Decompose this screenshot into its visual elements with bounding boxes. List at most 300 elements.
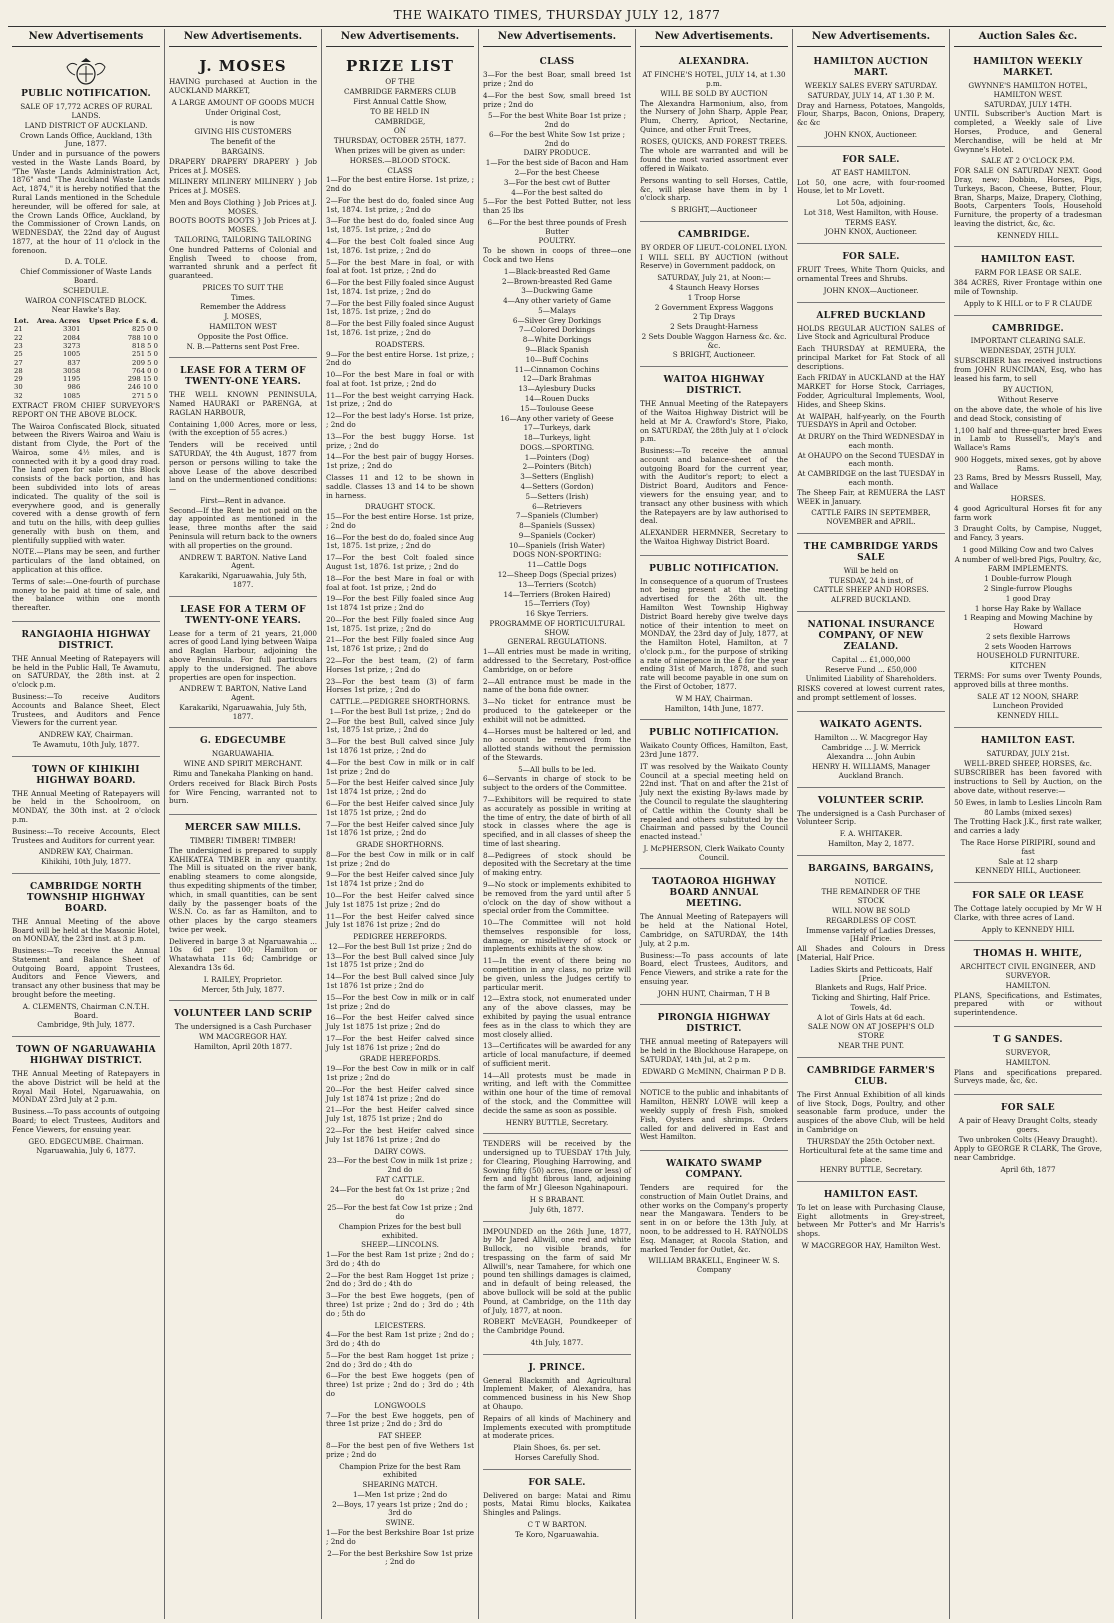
ad-text: POULTRY. (538, 236, 576, 246)
ad-text: 8—Pedigrees of stock should be deposited with the Secretary at the time of making entry. (483, 850, 631, 878)
advertisement-volunteer-land-scrip (169, 1003, 317, 1057)
ad-text: At WAIPAH, half-yearly, on the Fourth TUESDAYS in April and October. (797, 411, 945, 430)
ad-text: 12—Sheep Dogs (Special prizes) (497, 570, 617, 579)
ad-text: 3—For the best do do, foaled since Aug 1st, 1875. 1st prize, ; 2nd do (326, 216, 474, 235)
ad-text: SALE AT 12 NOON, SHARP. (977, 691, 1079, 701)
ad-text: Will be held on (843, 565, 899, 575)
ad-text: IMPOUNDED on the 26th June, 1877, by Mr Jared Allwill, one red and white Bullock, no visible brands, for trespassing on the farm of said Mr Allwill's, near Tamahere, for which one pound ten shillings damages is claimed, and in default of being released, the above bullock will be sold at the public Pound, at Cambridge, on the 11th day of July, 1877, at noon. (483, 1226, 631, 1315)
ad-text: 11—Cinnamon Cochins (514, 364, 600, 374)
ad-text: 1—For the best Ram 1st prize ; 2nd do ; 3rd do ; 4th do (326, 1250, 474, 1268)
ad-text: NEAR THE PUNT. (837, 1041, 905, 1051)
schedule-cell: 209 5 0 (132, 358, 158, 367)
ad-text: THE Annual Meeting of Ratepayers in the above District will be held at the Royal Mail Hotel, Ngaruawahia, on MONDAY 23rd July at 2 p.m. (12, 1069, 160, 1105)
ad-text: 6—For the best three pounds of Fresh Butter (487, 217, 627, 236)
ad-text: SCHEDULE. (62, 285, 110, 295)
ad-text: Business:—To receive Accounts, Elect Trustees and Auditors for current year. (12, 826, 160, 845)
table-row (12, 359, 160, 367)
ad-text: Plans and specifications prepared. Surveys made, &c, &c. (954, 1067, 1102, 1086)
ad-text: 4 good Agricultural Horses fit for any farm work (954, 503, 1102, 522)
advertisement-for-sale-or-lease (954, 885, 1102, 941)
ad-text: Champion Prize for the best Ram exhibited (339, 1461, 461, 1480)
ad-text: Business:—To receive Auditors Accounts and Balance Sheet, Elect Trustees, and Auditors and Fence Viewers for the current year. (12, 691, 160, 728)
ad-text: STOCK (857, 896, 885, 906)
schedule-cell: 825 0 0 (132, 325, 158, 334)
ad-text: 5—For the best Heifer calved since July 1st 1874 1st prize, ; 2nd do (326, 778, 474, 797)
ad-text: 6—For the best White Sow 1st prize ; 2nd do (488, 129, 626, 148)
advertisement-cambridge-north-township-highway-board (12, 876, 160, 1037)
ad-text: THURSDAY the 25th October next. (807, 1136, 935, 1146)
ad-text: Kihikihi, 10th July, 1877. (41, 857, 131, 867)
ad-text: DAIRY COWS. (374, 1146, 426, 1156)
column-header: Auction Sales &c. (954, 29, 1102, 47)
advertisement-mercer-saw-mills (169, 817, 317, 1001)
ad-heading: CAMBRIDGE. (992, 323, 1064, 334)
ad-heading: HAMILTON EAST. (980, 255, 1076, 266)
ad-text: THE Annual Meeting of Ratepayers will be held in the Public Hall, Te Awamutu, on SATURDAY, the 28th inst. at 2 o'clock p.m. (12, 653, 160, 690)
ad-text: 4—Any other variety of Game (503, 296, 611, 306)
ad-text: 15—Toulouse Geese (520, 403, 594, 413)
ad-text: 3—No ticket for entrance must be produced to the gatekeeper or the exhibit will not be admitted. (483, 697, 631, 724)
ad-text: AT EAST HAMILTON. (831, 167, 911, 177)
column-header: New Advertisements. (169, 29, 317, 47)
ad-text: HENRY BUTTLE, Secretary. (819, 1165, 923, 1174)
ad-heading: WAITOA HIGHWAY DISTRICT. (663, 375, 765, 397)
advertisement-waikato-swamp-company (640, 1153, 788, 1281)
ad-heading: TOWN OF NGARUAWAHIA HIGHWAY DISTRICT. (16, 1045, 156, 1067)
column-6 (793, 29, 950, 1619)
ad-text: D. A. TOLE. (64, 257, 108, 267)
ad-text: The Annual Meeting of Ratepayers will be held at the National Hotel, Cambridge, on SATURDAY, the 14th July, at 2 p.m. (640, 912, 788, 948)
ad-text: JOHN HUNT, Chairman, T H B (658, 988, 770, 998)
ad-text: 13—Certificates will be awarded for any article of local manufacture, if deemed of sufficient merit. (483, 1041, 631, 1068)
schedule-header: Lot. (14, 317, 29, 326)
ad-text: 1 horse Hay Rake by Wallace (974, 603, 1082, 613)
ad-heading: TAOTAOROA HIGHWAY BOARD ANNUAL MEETING. (652, 877, 776, 910)
advertisement-national-insurance-company-of-new-zealan (797, 614, 945, 712)
ad-text: 6—For the best Heifer calved since July 1st 1875 1st prize, ; 2nd do (326, 798, 474, 817)
ad-text: 17—Turkeys, dark (523, 423, 591, 433)
ad-text: FARM IMPLEMENTS. (987, 564, 1069, 574)
ad-text: FARM FOR LEASE OR SALE. (974, 268, 1082, 278)
ad-text: THE annual meeting of Ratepayers will be held in the Blockhouse Harapepe, on SATURDAY, 14th Jul, at 2 p m. (640, 1037, 788, 1064)
ad-text: Hamilton, May 2, 1877. (827, 839, 915, 848)
ad-text: 5—All bulls to be led. (518, 764, 596, 774)
ad-text: Blankets and Rugs, Half Price. (815, 983, 927, 993)
ad-text: J. MOSES, (224, 312, 262, 322)
ad-text: KITCHEN (1009, 661, 1047, 671)
ad-text: 10—For the best Heifer calved since July 1st 1875 1st prize ; 2nd do (326, 890, 474, 909)
advertisement-the-cambridge-yards-sale (797, 536, 945, 612)
ad-text: KENNEDY HILL. (996, 230, 1060, 240)
ad-text: First—Rent in advance. (200, 495, 286, 505)
ad-text: MILINERY MILINERY MILINERY } Job Prices at J. MOSES. (169, 177, 317, 196)
ad-text: ANDREW KAY, Chairman. (38, 730, 134, 740)
ad-text: 2 Tip Drays (692, 312, 736, 322)
column-1 (8, 29, 165, 1619)
ad-text: 22—For the best team, (2) of farm Horses 1st prize, ; 2nd do (326, 656, 474, 674)
schedule-cell: 1005 (63, 350, 81, 359)
ad-text: PRICES TO SUIT THE (202, 282, 284, 292)
ad-text: 2—All entrance must be made in the name of the bona fide owner. (483, 676, 631, 695)
ad-text: KENNEDY HILL, Auctioneer. (975, 866, 1081, 876)
ad-heading: WAIKATO AGENTS. (819, 719, 923, 730)
ad-text: 5—For the best White Boar 1st prize ; 2nd do (487, 111, 627, 130)
ad-text: Under Original Cost, (205, 107, 281, 117)
ad-heading: ALEXANDRA. (678, 57, 750, 68)
ad-text: A lot of Girls Hats at 6d each. (816, 1012, 926, 1022)
ad-text: ALEXANDER HERMNER, Secretary to the Waitoa Highway District Board. (640, 528, 788, 546)
ad-text: 9—For the best entire Horse. 1st prize, ; 2nd do (326, 349, 474, 368)
ad-text: The Cottage lately occupied by Mr W H Clarke, with three acres of Land. (954, 904, 1102, 922)
ad-text: DOGS NON-SPORTING: (512, 550, 602, 560)
ad-text: UNTIL Subscriber's Auction Mart is completed, a Weekly sale of Live Horses, Produce, and General Merchandise, will be held at Mr Gwynne's Hotel. (954, 109, 1102, 154)
schedule-cell: 23 (14, 341, 23, 350)
ad-text: Cambridge, 9th July, 1877. (37, 1020, 135, 1030)
ad-text: 20—For the best Heifer calved since July 1st 1874 1st prize ; 2nd do (326, 1084, 474, 1103)
ad-text: Alexandra ... John Aubin (826, 752, 916, 762)
ad-text: 23 Rams, Bred by Messrs Russell, May, and Wallace (954, 473, 1102, 492)
ad-text: 12—Extra stock, not enumerated under any of the above classes, may be exhibited by paying the usual entrance fees as in the class to which they are most closely allied. (483, 994, 631, 1039)
ad-text: THE Annual Meeting of Ratepayers will be held in the Schoolroom, on MONDAY, the 30th inst. at 2 o'clock p.m. (12, 788, 160, 824)
ad-text: Hamilton ... W. Macgregor Hay (814, 732, 928, 742)
ad-heading: FOR SALE OR LEASE (972, 891, 1084, 902)
ad-text: 6—For the best Ewe hoggets (pen of three) 1st prize ; 2nd do ; 3rd do ; 4th do (326, 1371, 474, 1399)
ad-text: PLANS, Specifications, and Estimates, prepared with or without superintendence. (954, 990, 1102, 1018)
ad-text: Apply to K HILL or to F R CLAUDE (963, 298, 1093, 308)
column-5 (636, 29, 793, 1619)
ad-text: In consequence of a quorum of Trustees not being present at the meeting advertised for the 26th ult. the Hamilton West Township Highway District Board hereby give twelve days notice of their intention to meet on MONDAY, the 23rd day of July, 1877, at the Hamilton Hotel, Hamilton, at 7 o'clock p.m., for the purpose of striking a rate of ninepence in the £ for the year ending 31st of March, 1878, and such rate will become payable in one sum on the First of October, 1877. (640, 576, 788, 691)
ad-text: Ticking and Shirting, Half Price. (811, 993, 931, 1003)
ad-text: 2 Single-furrow Ploughs (983, 584, 1073, 593)
ad-text: BY ORDER OF LIEUT.-COLONEL LYON. (640, 242, 788, 252)
ad-text: CATTLE SHEEP AND HORSES. (813, 585, 929, 595)
ad-text: To be shown in coops of three—one Cock and two Hens (483, 246, 631, 264)
ad-text: TERMS EASY. (845, 217, 897, 227)
ad-text: 19—For the best Filly foaled since Aug 1st 1874 1st prize ; 2nd do (326, 594, 474, 613)
column-header: New Advertisements. (483, 29, 631, 47)
ad-text: 6—Servants in charge of stock to be subject to the orders of the Committee. (483, 774, 631, 793)
ad-text: GWYNNE'S HAMILTON HOTEL, HAMILTON WEST. (968, 81, 1088, 99)
ad-text: Towels, 4d. (850, 1002, 892, 1012)
ad-text: 4 Staunch Heavy Horses (668, 282, 760, 292)
ad-text: A. CLEMENTS, Chairman C.N.T.H. Board. (22, 1001, 150, 1020)
column-header: New Advertisements (12, 29, 160, 47)
ad-heading: TOWN OF KIHIKIHI HIGHWAY BOARD. (32, 764, 140, 786)
ad-text: IT was resolved by the Waikato County Council at a special meeting held on 22nd inst. 'That on and after the 21st of July next the existing By-laws made by the Council to regulate the slaughtering of Cattle within the County shall be repealed and others substituted by the Chairman and passed by the Council enacted instead.' (640, 761, 788, 842)
ad-heading: J. MOSES (199, 57, 287, 76)
ad-text: F. A. WHITAKER. (839, 829, 903, 839)
ad-text: 2 Sets Draught-Harness (670, 322, 758, 332)
ad-text: 16 Skye Terriers. (525, 609, 589, 619)
ad-text: 5—Malays (538, 305, 576, 315)
ad-text: 3—For the best cwt of Butter (503, 177, 611, 187)
ad-heading: VOLUNTEER LAND SCRIP (173, 1009, 313, 1020)
ad-text: 13—For the best Bull calved since July 1st 1875 1st prize ; 2nd do (326, 951, 474, 970)
ad-text: 3—Setters (English) (520, 472, 594, 482)
ad-text: JOHN KNOX—Auctioneer. (823, 285, 919, 295)
ad-heading: HAMILTON WEEKLY MARKET. (973, 57, 1083, 79)
ad-text: THE REMAINDER OF THE (821, 886, 921, 896)
schedule-cell: 1085 (63, 391, 81, 400)
ad-text: 1 Troop Horse (687, 292, 741, 302)
columns (8, 29, 1106, 1619)
advertisement-class (483, 51, 631, 1134)
ad-text: 11—Cattle Dogs (527, 560, 587, 570)
schedule-cell: 837 (67, 358, 81, 367)
ad-heading: ALFRED BUCKLAND (816, 310, 926, 321)
ad-text: J. McPHERSON, Clerk Waikato County Council. (643, 843, 785, 862)
ad-text: KENNEDY HILL. (996, 711, 1060, 721)
ad-text: 24—For the best fat Ox 1st prize ; 2nd do (330, 1184, 470, 1203)
ad-text: 14—Rouen Ducks (524, 393, 590, 403)
ad-text: The benefit of the (210, 137, 276, 147)
ad-text: 8—For the best Cow in milk or in calf 1st prize ; 2nd do (326, 849, 474, 868)
schedule-cell: 27 (14, 358, 23, 367)
ad-text: ALFRED BUCKLAND. (831, 595, 911, 605)
advertisement-for-sale (797, 149, 945, 244)
ad-text: FRUIT Trees, White Thorn Quicks, and ornamental Trees and Shrubs. (797, 265, 945, 283)
ad-text: One hundred Patterns of Colonial and English Tweed to choose from, warranted shrunk and a perfect fit guaranteed. (169, 244, 317, 281)
ad-text: The whole are warranted and will be found the most varied assortment ever offered in Waikato. (640, 146, 788, 173)
schedule-table (12, 317, 160, 400)
ad-text: BARGAINS. (221, 146, 265, 156)
advertisement-cambridge-farmer-s-club (797, 1060, 945, 1182)
ad-heading: MERCER SAW MILLS. (184, 823, 302, 834)
ad-text: When prizes will be given as under: (334, 145, 466, 155)
ad-text: At DRURY on the Third WEDNESDAY in each month. (797, 432, 945, 450)
advertisement-hamilton-east (797, 1184, 945, 1257)
ad-text: 3—Duckwing Game (521, 286, 593, 296)
table-row (12, 334, 160, 342)
ad-text: Te Koro, Ngaruawahia. (514, 1529, 600, 1539)
ad-heading: G. EDGECUMBE (200, 736, 286, 747)
ad-text: 50 Ewes, in lamb to Leslies Lincoln Ram (954, 797, 1102, 807)
ad-text: 9—No stock or implements exhibited to be removed from the yard until after 5 o'clock on the day of show without a special order from the Committee. (483, 880, 631, 916)
ad-text: RISKS covered at lowest current rates, and prompt settlement of losses. (797, 684, 945, 703)
column-header: New Advertisements. (797, 29, 945, 47)
ad-text: Immense variety of Ladies Dresses, [Half Price. (806, 925, 936, 944)
ad-text: Waikato County Offices, Hamilton, East, 23rd June 1877. (640, 741, 788, 760)
advertisement-taotaoroa-highway-board-annual-meeting (640, 871, 788, 1005)
column-7 (950, 29, 1106, 1619)
ad-text: Horses Carefully Shod. (514, 1452, 600, 1462)
ad-text: July 6th, 1877. (530, 1204, 584, 1214)
schedule-cell: 3058 (63, 366, 81, 375)
ad-text: Luncheon Provided (992, 701, 1064, 711)
ad-text: Te Awamutu, 10th July, 1877. (32, 739, 140, 749)
ad-text: 5—Setters (Irish) (525, 491, 589, 501)
ad-text: 10—Buff Cochins (525, 354, 589, 364)
ad-heading: PIRONGIA HIGHWAY DISTRICT. (657, 1013, 771, 1035)
ad-text: The First Annual Exhibition of all kinds of live Stock, Dogs, Poultry, and other seasonable farm produce, under the auspices of the above Club, will be held in Cambridge on (797, 1089, 945, 1134)
ad-text: Reserve Fund ... £50,000 (825, 664, 917, 674)
ad-text: CATTLE.—PEDIGREE SHORTHORNS. (329, 697, 471, 707)
ad-text: 11—For the best Heifer calved since July 1st 1876 1st prize ; 2nd do (326, 911, 474, 930)
ad-text: Terms of sale:—One-fourth of purchase money to be paid at time of sale, and the balance within one month thereafter. (12, 576, 160, 613)
ad-text: 15—For the best entire Horse. 1st prize, ; 2nd do (326, 512, 474, 530)
ad-text: 1—For the best entire Horse. 1st prize, ; 2nd do (326, 175, 474, 194)
ad-text: THE WELL KNOWN PENINSULA, Named HAURAKI or PARENGA, at RAGLAN HARBOUR, (169, 390, 317, 417)
ad-heading: CAMBRIDGE FARMER'S CLUB. (806, 1065, 936, 1087)
ad-text: JOHN KNOX, Auctioneer. (824, 227, 918, 237)
ad-text: 9—Black Spanish (525, 345, 589, 355)
ad-text: SUBSCRIBER has received instructions from JOHN RUNCIMAN, Esq, who has leased his farm, to sell (954, 356, 1102, 383)
ad-text: W M HAY, Chairman. (675, 693, 753, 703)
ad-text: Delivered on barge: Matai and Rimu posts, Matai Rimu blocks, Kaikatea Shingles and Palings. (483, 1490, 631, 1518)
ad-text: 10—For the best Mare in foal or with foal at foot. 1st prize, ; 2nd do (326, 370, 474, 388)
schedule-cell: 1195 (63, 375, 81, 384)
ad-text: 9—Spaniels (Cocker) (518, 530, 596, 540)
ad-text: 12—Dark Brahmas (522, 374, 592, 384)
ad-text: Apply to GEORGE R CLARK, The Grove, near Cambridge. (954, 1144, 1102, 1163)
ad-text: 10—Spaniels (Irish Water) (508, 540, 605, 550)
ad-heading: FOR SALE. (842, 252, 900, 263)
ad-text: HORSES. (1010, 493, 1046, 503)
ad-text: LEICESTERS. (374, 1320, 426, 1330)
ad-text: Ngaruawahia, July 6, 1877. (36, 1146, 136, 1156)
ad-text: 14—Terriers (Broken Haired) (503, 589, 611, 599)
advertisement-thomas-h-white (954, 943, 1102, 1027)
ad-text: Ladies Skirts and Petticoats, Half [Price. (810, 964, 932, 983)
advertisement-town-of-kihikihi-highway-board (12, 759, 160, 874)
ad-text: N. B.—Patterns sent Post Free. (186, 341, 300, 351)
ad-text: 5—For the best Ram hogget 1st prize ; 2nd do ; 3rd do ; 4th do (326, 1350, 474, 1369)
ad-text: Repairs of all kinds of Machinery and Implements executed with promptitude at moderate prices. (483, 1413, 631, 1441)
ad-text: WELL-BRED SHEEP, HORSES, &c. (964, 758, 1092, 768)
ad-text: 17—For the best Colt foaled since August 1st, 1876. 1st prize, ; 2nd do (326, 553, 474, 571)
ad-text: The Trotting Hack J.K., first rate walker, and carries a lady (954, 817, 1102, 836)
ad-text: 6—Retrievers (532, 501, 582, 511)
ad-text: 7—For the best Heifer calved since July 1st 1876 1st prize, ; 2nd do (326, 819, 474, 838)
ad-text: A number of well-bred Pigs, Poultry, &c, (954, 554, 1102, 564)
ad-text: WILLIAM BRAKELL, Engineer W. S. Company (648, 1256, 780, 1275)
schedule-cell: 3273 (63, 341, 81, 350)
ad-text: DRAPERY DRAPERY DRAPERY } Job Prices at J. MOSES. (169, 156, 317, 175)
ad-text: 384 ACRES, River Frontage within one mile of Township. (954, 278, 1102, 296)
ad-text: To let on lease with Purchasing Clause, Eight allotments in Grey-street, between Mr Potter's and Mr Harris's shops. (797, 1202, 945, 1239)
ad-text: THE Annual Meeting of the above Board will be held at the Masonic Hotel, on MONDAY, the 23rd inst. at 3 p.m. (12, 916, 160, 944)
advertisement-lease-for-a-term-of-twenty-one-years (169, 599, 317, 729)
ad-text: WAIROA CONFISCATED BLOCK. (25, 295, 147, 305)
ad-text: ROSES, QUICKS, AND FOREST TREES. (640, 136, 788, 146)
ad-text: OF THE (385, 77, 415, 87)
ad-text: FAT CATTLE. (375, 1174, 425, 1184)
ad-text: Cambridge ... J. W. Merrick (821, 742, 921, 752)
ad-text: BOOTS BOOTS BOOTS } Job Prices at J. MOSES. (169, 216, 317, 235)
advertisement-untitled (483, 1136, 631, 1221)
ad-text: Champion Prizes for the best bull exhibited. (338, 1221, 462, 1240)
ad-text: A LARGE AMOUNT OF GOODS MUCH (171, 98, 315, 108)
ad-heading: THE CAMBRIDGE YARDS SALE (803, 541, 939, 563)
ad-text: 1—Black-breasted Red Game (503, 266, 611, 276)
ad-text: 1,100 half and three-quarter bred Ewes in Lamb to Russell's, May's and Wallace's Rams (954, 425, 1102, 453)
ad-text: 4th July, 1877. (530, 1337, 584, 1347)
ad-text: Crown Lands Office, Auckland, 13th June, 1877. (20, 130, 152, 149)
ad-text: SUBSCRIBER has been favored with instructions to Sell by Auction, on the above date, without reserve:— (954, 768, 1102, 796)
ad-text: HAVING purchased at Auction in the AUCKLAND MARKET, (169, 77, 317, 96)
ad-text: GENERAL REGULATIONS. (507, 637, 607, 647)
ad-text: 7—For the best Filly foaled since August 1st, 1875. 1st prize, ; 2nd do (326, 298, 474, 317)
ad-text: TERMS: For sums over Twenty Pounds, approved bills at three months. (954, 671, 1102, 689)
ad-text: ROBERT McVEAGH, Poundkeeper of the Cambridge Pound. (483, 1317, 631, 1336)
ad-text: GEO. EDGECUMBE. Chairman. (28, 1136, 144, 1146)
ad-text: WM MACGREGOR HAY. (198, 1032, 288, 1042)
ad-text: 1 Double-furrow Plough (984, 574, 1072, 584)
advertisement-hamilton-east (954, 730, 1102, 883)
ad-heading: PUBLIC NOTIFICATION. (649, 563, 779, 574)
ad-text: 7—Exhibitors will be required to state as accurately as possible in writing at the time of entry, the date of birth of all stock in classes where the age is specified, and in all classes of sheep the time of last shearing. (483, 794, 631, 848)
ad-text: 2—For the best Cheese (514, 167, 600, 177)
ad-text: 11—For the best weight carrying Hack. 1st prize, ; 2nd do (326, 390, 474, 409)
ad-text: 2—For the best do do, foaled since Aug 1st, 1874. 1st prize, ; 2nd do (326, 195, 474, 214)
advertisement-j-moses (169, 51, 317, 358)
ad-text: Classes 11 and 12 to be shown in saddle. Classes 13 and 14 to be shown in harness. (326, 472, 474, 500)
ad-text: 8—For the best Filly foaled since August 1st, 1876. 1st prize, ; 2nd do (326, 319, 474, 338)
ad-text: Mercer, 5th July, 1877. (201, 984, 285, 994)
table-row (12, 350, 160, 358)
ad-text: 5—For the best Mare in foal, or with foal at foot. 1st prize, ; 2nd do (326, 257, 474, 276)
ad-text: BY AUCTION, (1002, 385, 1054, 395)
ad-text: 15—For the best Cow in milk or in calf 1st prize ; 2nd do (326, 992, 474, 1011)
ad-text: HORSES.—BLOOD STOCK. (349, 155, 451, 165)
column-3 (322, 29, 479, 1619)
ad-text: SHEEP.—LINCOLNS. (361, 1240, 439, 1250)
ad-text: Tenders are required for the construction of Main Outlet Drains, and other works on the Company's property near the Mangawara. Tenders to be sent in on or before the 13th July, at noon, to be addressed to H. RAYNOLDS Esq. Manager, at Rocola Station, and marked Tender for Outlet, &c. (640, 1183, 788, 1254)
ad-text: HAMILTON. (1005, 980, 1051, 990)
ad-heading: THOMAS H. WHITE, (973, 949, 1083, 960)
column-header: New Advertisements. (326, 29, 474, 47)
ad-text: ANDREW T. BARTON. Native Land Agent. (179, 552, 307, 571)
ad-text: ARCHITECT CIVIL ENGINEER, AND SURVEYOR. (960, 962, 1096, 981)
ad-text: TUESDAY, 24 h inst, of (829, 575, 913, 585)
ad-text: The Wairoa Confiscated Block, situated between the Rivers Wairoa and Waiu is distant from Clyde, the Port of the Wairoa, some 4½ miles, and is connected with it by a good dray road. The land open for sale on this Block consists of the back portion, and has been subdivided into lots of areas indicated. The quality of the soil is everywhere good, and is generally covered with a dense growth of fern and tutu on the hills, with deep gullies generally with bush on them, and plentifully supplied with water. (12, 421, 160, 545)
ad-text: NGARUAWAHIA. (211, 749, 275, 759)
ad-text: 13—Aylesbury Ducks (518, 384, 596, 394)
ad-text: HOLDS REGULAR AUCTION SALES of Live Stock and Agricultural Produce (797, 323, 945, 342)
ad-text: All Shades and Colours in Dress [Material, Half Price. (797, 944, 945, 962)
advertisement-for-sale (954, 1097, 1102, 1181)
advertisement-cambridge (954, 318, 1102, 728)
ad-text: General Blacksmith and Agricultural Implement Maker, of Alexandra, has commenced business in his New Shop at Ohaupo. (483, 1375, 631, 1412)
royal-crest-icon (12, 57, 160, 87)
ad-text: Second—If the Rent be not paid on the day appointed as mentioned in the lease, three months after the said Peninsula will return back to the owners with all properties on the ground. (169, 505, 317, 550)
ad-text: PEDIGREE HEREFORDS. (353, 932, 447, 942)
table-row (12, 367, 160, 375)
ad-text: 4—For the best Colt foaled since Aug 1st, 1876. 1st prize, ; 2nd do (326, 236, 474, 255)
ad-text: A pair of Heavy Draught Colts, steady goers. (958, 1116, 1098, 1134)
ad-text: 2 Sets Double Waggon Harness &c. &c. &c. (641, 331, 787, 350)
ad-text: I WILL SELL BY AUCTION (without Reserve) in Government paddock, on (640, 252, 788, 271)
ad-text: Tenders will be received until SATURDAY, the 4th August, 1877 from person or persons willing to take the above Lease of the above described land on the undermentioned conditions:— (169, 440, 317, 494)
ad-text: 8—Spaniels (Sussex) (519, 521, 595, 531)
ad-text: 80 Lambs (mixed sexes) (984, 807, 1072, 817)
ad-heading: CAMBRIDGE NORTH TOWNSHIP HIGHWAY BOARD. (26, 881, 146, 914)
ad-text: Under and in pursuance of the powers vested in the Waste Lands Board, by "The Waste Lands Administration Act, 1876" and "The Auckland Waste Lands Act, 1874," it is hereby notified that the Rural Lands mentioned in the Schedule hereunder, will be offered for sale, at the Crown Lands Office, Auckland, by the Commissioner of Crown Lands, on WEDNESDAY, the 22nd day of August 1877, at the hour of 11 o'clock in the forenoon. (12, 149, 160, 255)
ad-text: ON (393, 126, 407, 136)
advertisement-untitled (483, 1224, 631, 1355)
ad-text: 1—For the best side of Bacon and Ham (485, 158, 629, 168)
ad-text: 1—Pointers (Dog) (524, 452, 590, 462)
ad-heading: T G SANDES. (993, 1035, 1063, 1046)
advertisement-waikato-agents (797, 714, 945, 788)
ad-text: FOR SALE ON SATURDAY NEXT. Good Dray, new; Dobbin, Horses, Pigs, Turkeys, Bacon, Cheese, Butter, Flour, Bran, Sharps, Maize, Drapery, Clothing, Boots, Carpenters Tools, Household Furniture, the property of a tradesman leaving the district, &c, &c. (954, 166, 1102, 228)
ad-text: 4—For the best salted do (511, 187, 603, 197)
ad-text: Rimu and Tanekaha Planking on hand. (172, 768, 314, 778)
ad-text: HOUSEHOLD FURNITURE. (976, 651, 1080, 661)
ad-text: 13—For the best buggy Horse. 1st prize, ; 2nd do (326, 431, 474, 450)
ad-heading: PRIZE LIST (346, 57, 454, 76)
ad-text: SALE NOW ON AT JOSEPH'S OLD STORE (807, 1022, 935, 1041)
